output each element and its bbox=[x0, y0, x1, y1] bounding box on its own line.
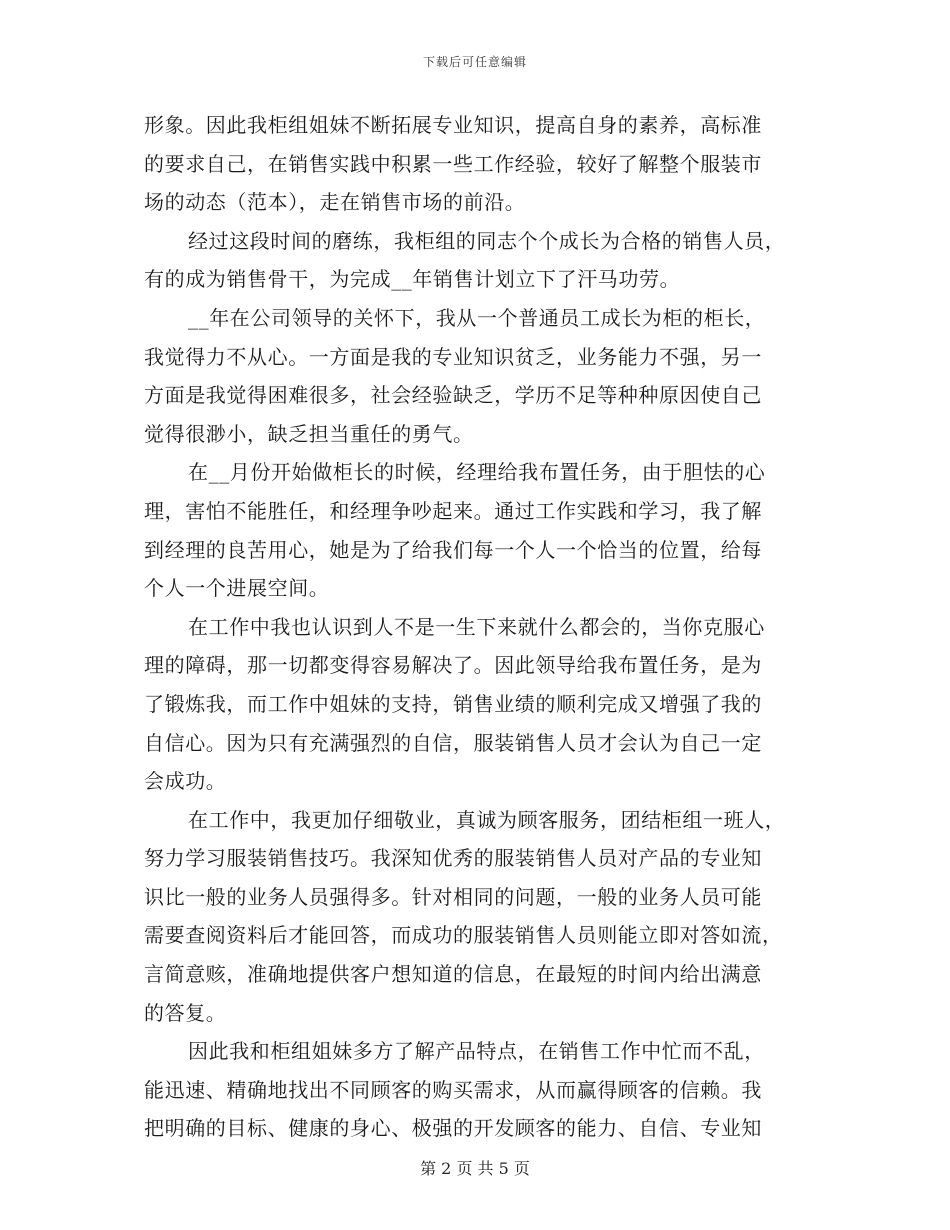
text-line: 需要查阅资料后才能回答，而成功的服装销售人员则能立即对答如流， bbox=[144, 923, 783, 948]
text-line: 在__月份开始做柜长的时候，经理给我布置任务，由于胆怯的心 bbox=[188, 460, 766, 485]
text-line: 的要求自己，在销售实践中积累一些工作经验，较好了解整个服装市 bbox=[144, 151, 762, 176]
text-line: 形象。因此我柜组姐妹不断拓展专业知识，提高自身的素养，高标准 bbox=[144, 113, 762, 137]
text-line: 方面是我觉得困难很多，社会经验缺乏，学历不足等种种原因使自己 bbox=[144, 383, 762, 408]
text-line: 的答复。 bbox=[144, 1000, 227, 1025]
text-line: 场的动态（范本），走在销售市场的前沿。 bbox=[144, 190, 526, 215]
text-line: 在工作中我也认识到人不是一生下来就什么都会的，当你克服心 bbox=[188, 614, 765, 639]
text-line: 在工作中，我更加仔细敬业，真诚为顾客服务，团结柜组一班人， bbox=[188, 807, 786, 832]
text-line: 识比一般的业务人员强得多。针对相同的问题，一般的业务人员可能 bbox=[144, 884, 762, 909]
page-footer: 第 2 页 共 5 页 bbox=[420, 1159, 530, 1178]
text-line: 觉得很渺小，缺乏担当重任的勇气。 bbox=[144, 421, 474, 446]
text-line: 我觉得力不从心。一方面是我的专业知识贫乏，业务能力不强，另一 bbox=[144, 344, 762, 369]
text-line: 言简意赅，准确地提供客户想知道的信息，在最短的时间内给出满意 bbox=[144, 962, 762, 987]
text-line: 理的障碍，那一切都变得容易解决了。因此领导给我布置任务，是为 bbox=[144, 653, 762, 678]
text-line: __年在公司领导的关怀下，我从一个普通员工成长为柜的柜长， bbox=[188, 305, 766, 330]
text-line: 自信心。因为只有充满强烈的自信，服装销售人员才会认为自己一定 bbox=[144, 730, 762, 755]
text-line: 经过这段时间的磨练，我柜组的同志个个成长为合格的销售人员， bbox=[188, 228, 786, 253]
text-line: 理，害怕不能胜任，和经理争吵起来。通过工作实践和学习，我了解 bbox=[144, 498, 762, 523]
text-line: 到经理的良苦用心，她是为了给我们每一个人一个恰当的位置，给每 bbox=[144, 537, 762, 562]
text-line: 因此我和柜组姐妹多方了解产品特点，在销售工作中忙而不乱， bbox=[188, 1039, 765, 1064]
document-body bbox=[144, 106, 804, 1148]
text-line: 努力学习服装销售技巧。我深知优秀的服装销售人员对产品的专业知 bbox=[144, 846, 762, 871]
page-header: 下载后可任意编辑 bbox=[422, 55, 527, 69]
text-line: 个人一个进展空间。 bbox=[144, 576, 330, 601]
text-line: 有的成为销售骨干，为完成__年销售计划立下了汗马功劳。 bbox=[144, 267, 681, 292]
text-line: 把明确的目标、健康的身心、极强的开发顾客的能力、自信、专业知 bbox=[144, 1116, 762, 1141]
text-line: 能迅速、精确地找出不同顾客的购买需求，从而赢得顾客的信赖。我 bbox=[144, 1077, 762, 1102]
text-line: 会成功。 bbox=[144, 769, 227, 794]
text-line: 了锻炼我，而工作中姐妹的支持，销售业绩的顺利完成又增强了我的 bbox=[144, 691, 762, 716]
